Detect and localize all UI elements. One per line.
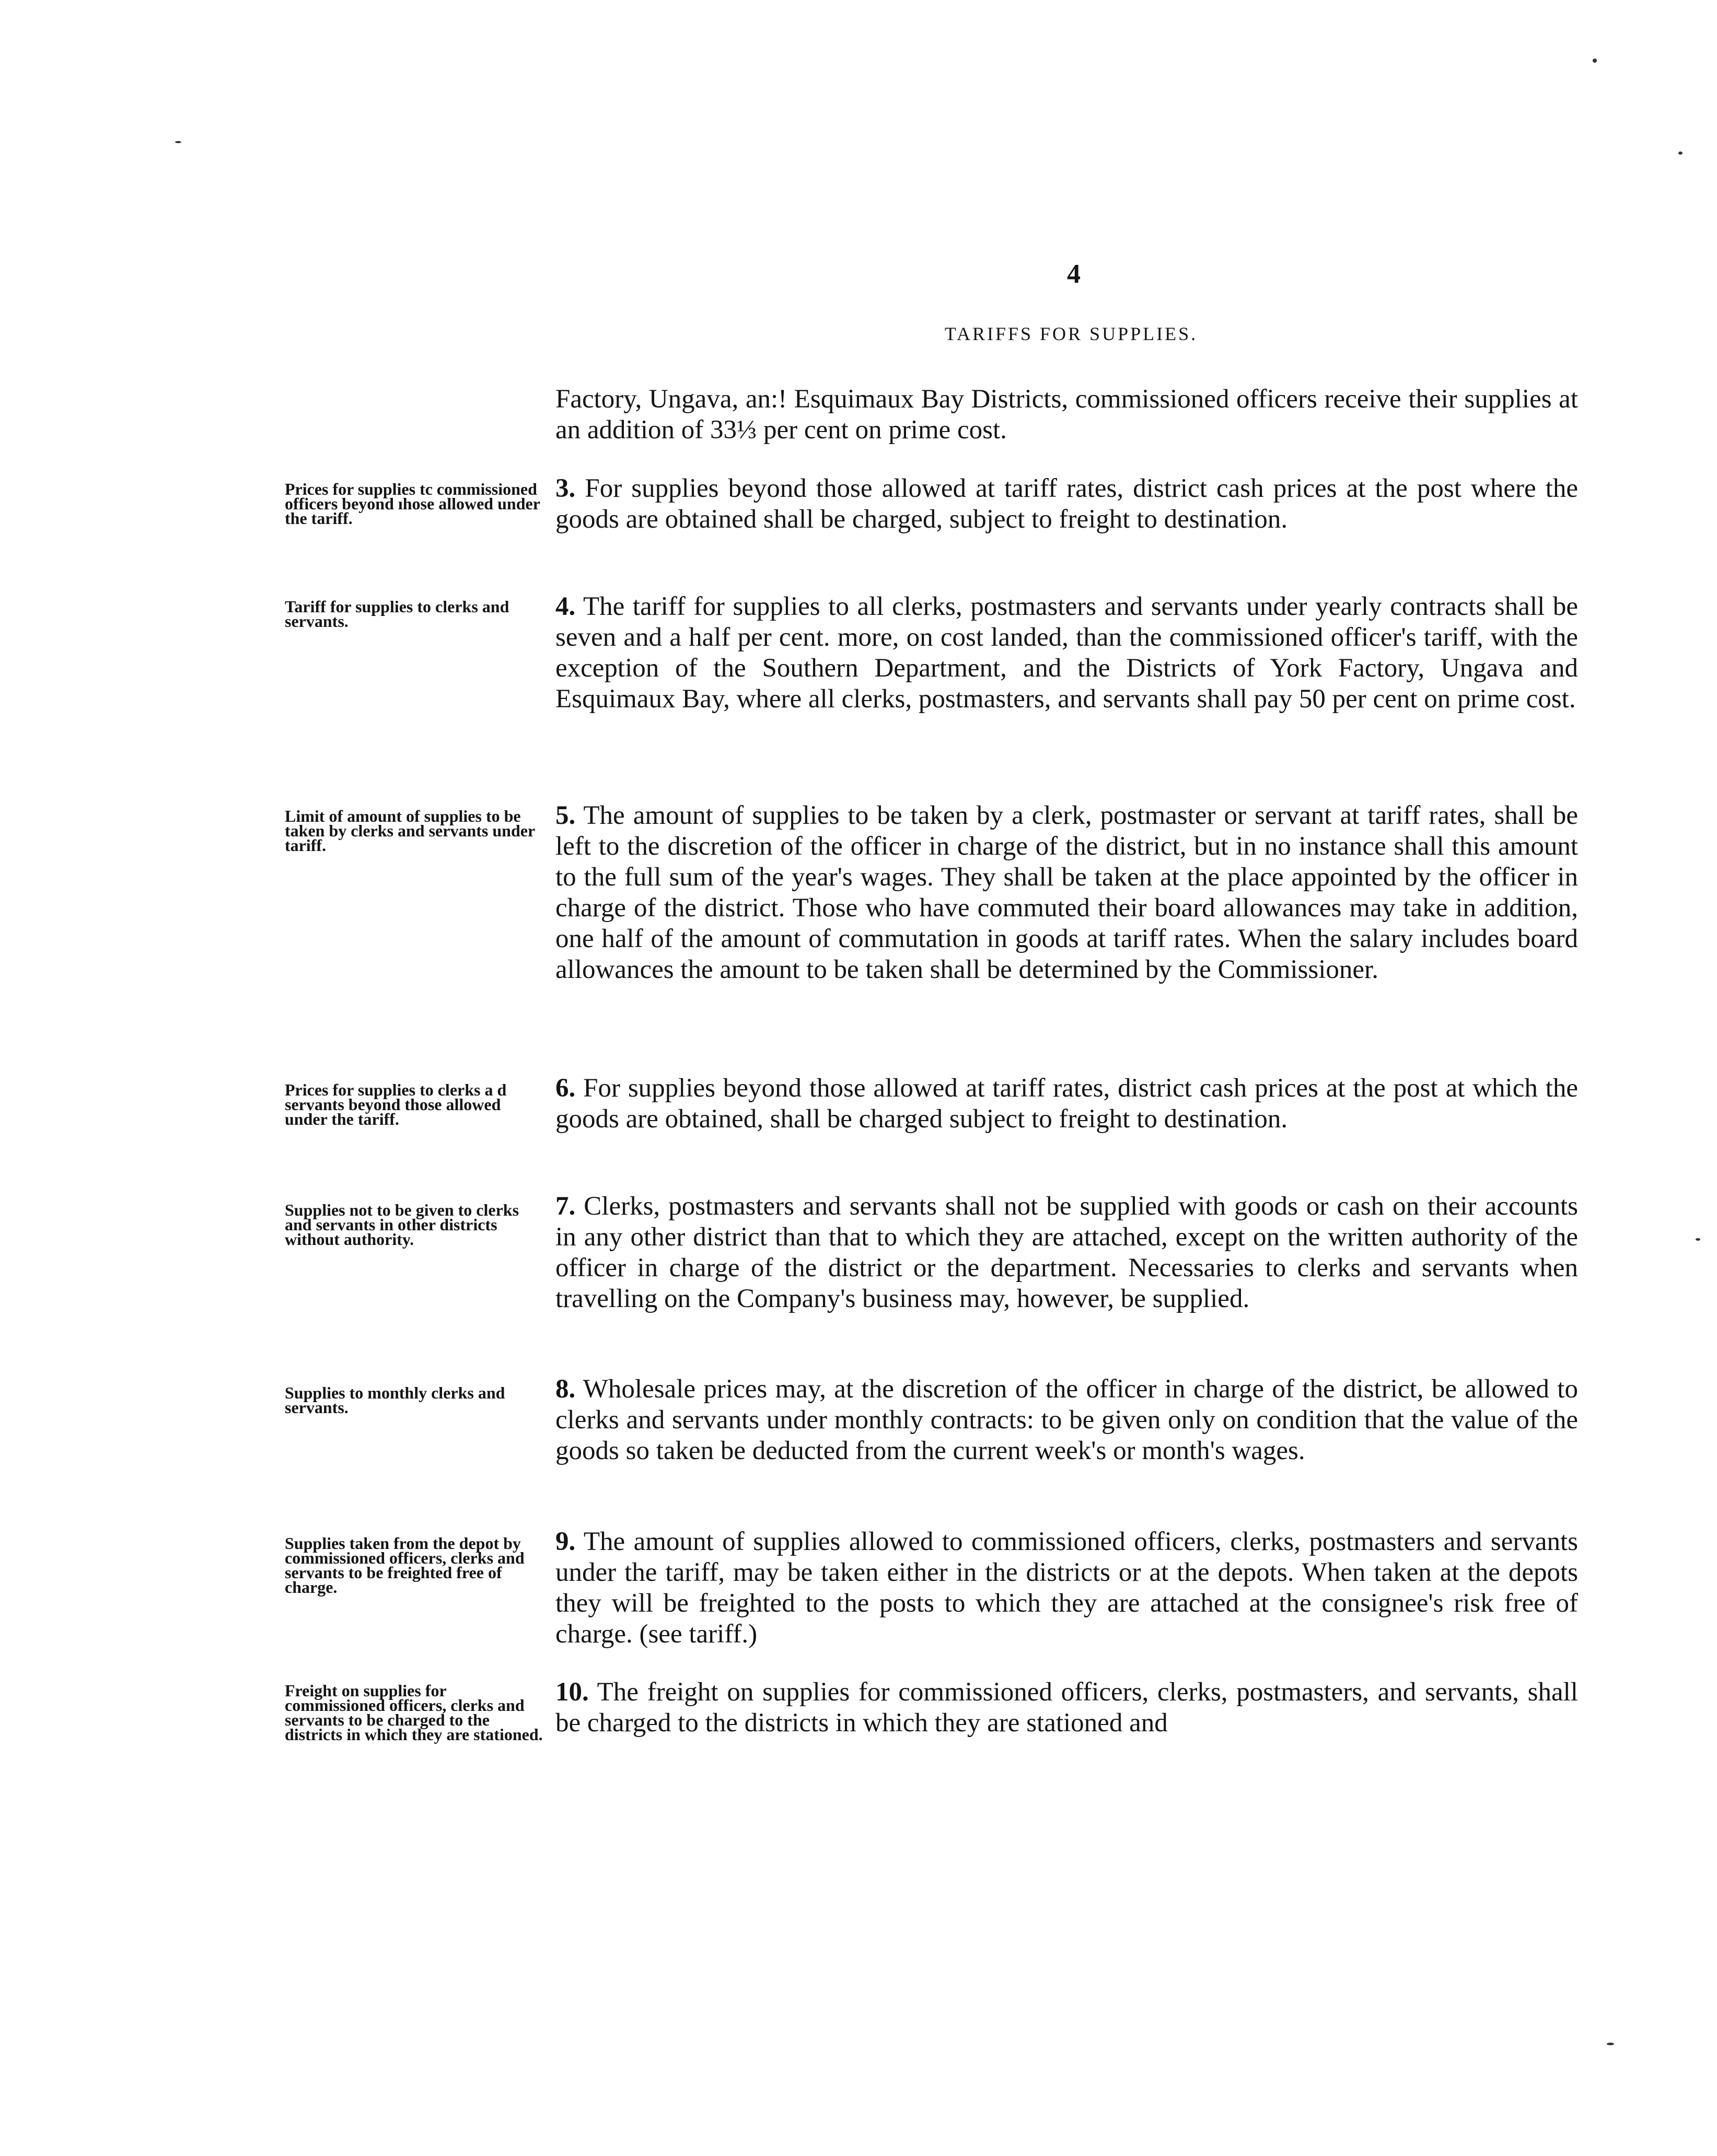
section-text: Clerks, postmasters and servants shall not be supplied with goods or cash on their accounts in any other district than that to which they are attached, except on the written authority of the officer in charge of the district or the department. Necessaries to clerks and servants when travelling on the Company's business may, however, be supplied. bbox=[555, 1192, 1579, 1313]
margin-note-10: Freight on supplies for commissioned officers, clerks and servants to be charged to the districts in which they are stationed. bbox=[285, 1681, 543, 1744]
section-number: 8. bbox=[555, 1374, 576, 1404]
scan-speck bbox=[1696, 1238, 1700, 1241]
scan-speck bbox=[1607, 2043, 1614, 2045]
scan-speck bbox=[1593, 59, 1597, 63]
section-text: The freight on supplies for commissioned officers, clerks, postmasters, and servants, shall be charged to the districts in which they are stationed and bbox=[555, 1677, 1578, 1738]
section-number: 9. bbox=[555, 1527, 576, 1556]
scan-speck bbox=[1678, 151, 1683, 155]
section-7 bbox=[555, 1191, 1578, 1314]
section-5 bbox=[555, 800, 1578, 985]
margin-note-8: Supplies to monthly clerks and servants. bbox=[285, 1383, 505, 1417]
section-3 bbox=[555, 473, 1578, 535]
section-text: The amount of supplies to be taken by a clerk, postmaster or servant at tariff rates, shall be left to the discretion of the officer in charge of the district, but in no instance shall this amount to the full sum of the year's wages. They shall be taken at the place appointed by the officer in charge of the district. Those who have commuted their board allowances may take in addition, one half of the amount of commutation in goods at tariff rates. When the salary includes board allowances the amount to be taken shall be determined by the Commissioner. bbox=[555, 801, 1578, 984]
margin-note-3: Prices for supplies tc commissioned officers beyond ıhose allowed under the tariff. bbox=[285, 480, 540, 528]
section-text: The amount of supplies allowed to commissioned officers, clerks, postmasters and servants under the tariff, may be taken either in the districts or at the depots. When taken at the depots they will be freighted to the posts to which they are attached at the consignee's risk free of charge. (see tariff.) bbox=[555, 1527, 1578, 1649]
section-number: 3. bbox=[555, 474, 576, 503]
continuation-paragraph: Factory, Ungava, an:! Esquimaux Bay Districts, commissioned officers receive their supplies at an addition of 33⅓ per cent on prime cost. bbox=[555, 384, 1578, 445]
running-title: TARIFFS FOR SUPPLIES. bbox=[944, 323, 1198, 344]
scan-speck bbox=[175, 141, 181, 143]
margin-note-5: Limit of amount of supplies to be taken by clerks and servants under tariff. bbox=[285, 807, 535, 855]
section-number: 10. bbox=[555, 1677, 589, 1707]
section-8 bbox=[555, 1374, 1578, 1466]
section-number: 4. bbox=[555, 592, 576, 621]
section-9 bbox=[555, 1526, 1578, 1650]
section-text: For supplies beyond those allowed at tariff rates, district cash prices at the post at which the goods are obtained, shall be charged subject to freight to destination. bbox=[555, 1074, 1578, 1134]
section-6 bbox=[555, 1073, 1578, 1135]
margin-note-6: Prices for supplies to clerks a d servants beyond those allowed under the tariff. bbox=[285, 1080, 507, 1128]
page-number: 4 bbox=[1067, 259, 1081, 289]
section-number: 7. bbox=[555, 1192, 576, 1221]
margin-note-9: Supplies taken from the depot by commissioned officers, clerks and servants to be freighted free of charge. bbox=[285, 1534, 525, 1596]
section-text: The tariff for supplies to all clerks, postmasters and servants under yearly contracts shall be seven and a half per cent. more, on cost landed, than the commissioned officer's tariff, with the exception of the Southern Department, and the Districts of York Factory, Ungava and Esquimaux Bay, where all clerks, postmasters, and servants shall pay 50 per cent on prime cost. bbox=[555, 592, 1578, 714]
margin-note-4: Tariff for supplies to clerks and servants. bbox=[285, 597, 509, 631]
section-10 bbox=[555, 1677, 1578, 1739]
margin-note-7: Supplies not to be given to clerks and servants in other districts without authority. bbox=[285, 1201, 519, 1249]
section-number: 5. bbox=[555, 801, 576, 830]
section-number: 6. bbox=[555, 1074, 576, 1103]
section-text: For supplies beyond those allowed at tariff rates, district cash prices at the post where the goods are obtained shall be charged, subject to freight to destination. bbox=[555, 474, 1579, 534]
section-text: Wholesale prices may, at the discretion of the officer in charge of the district, be allowed to clerks and servants under monthly contracts: to be given only on condition that the value of the goods so taken be deducted from the current week's or month's wages. bbox=[555, 1374, 1578, 1465]
section-4 bbox=[555, 591, 1578, 715]
